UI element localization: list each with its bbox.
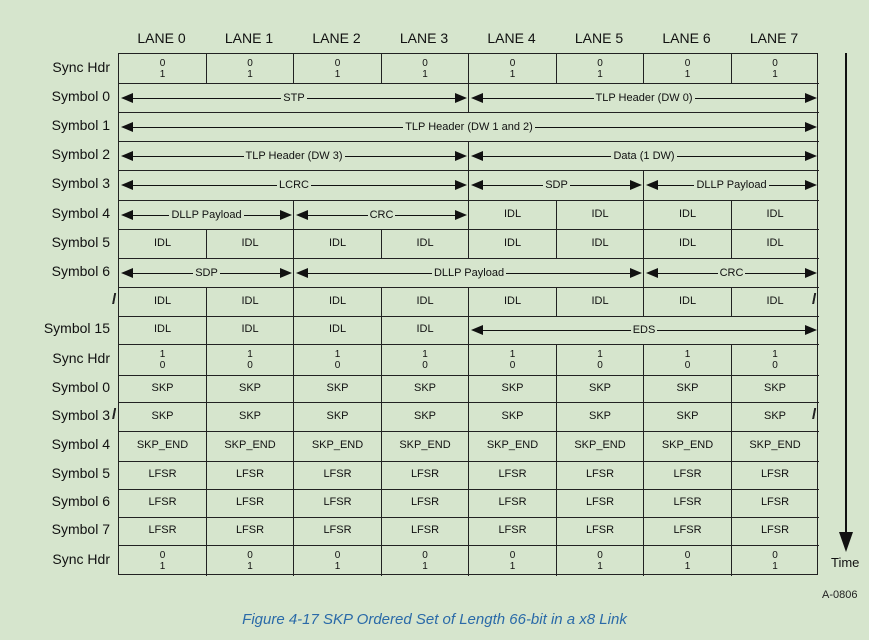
sync-bit-1: 1 — [597, 68, 603, 80]
sync-bit-1: 1 — [422, 560, 428, 572]
sync-bit-0: 0 — [334, 549, 341, 561]
lane-cell: LFSR — [760, 468, 790, 480]
span-label-wrap — [469, 178, 644, 192]
sync-bit-1: 1 — [159, 560, 166, 572]
sync-bit-1: 0 — [334, 359, 341, 371]
row-divider — [119, 287, 819, 288]
row-divider — [119, 83, 819, 84]
lane-header: LANE 3 — [399, 30, 449, 46]
sync-bit-0: 0 — [422, 549, 428, 561]
sync-bits — [382, 349, 469, 371]
sync-bit-1: 1 — [684, 68, 691, 80]
lane-cell: IDL — [241, 323, 259, 335]
lane-cell: IDL — [328, 323, 347, 335]
span-label: TLP Header (DW 3) — [245, 149, 343, 162]
span-label-wrap — [119, 266, 294, 280]
row-divider — [119, 229, 819, 230]
sync-bits — [119, 349, 206, 371]
row-label: Symbol 0 — [51, 378, 110, 395]
lane-cell: SKP — [501, 381, 524, 394]
lane-cell: IDL — [153, 236, 172, 249]
span-label: TLP Header (DW 0) — [595, 91, 693, 104]
lane-cell: IDL — [416, 294, 434, 307]
sync-bits — [207, 58, 294, 80]
sync-bit-1: 0 — [422, 359, 428, 371]
lane-cell: LFSR — [148, 496, 177, 508]
lane-cell: IDL — [678, 236, 697, 249]
span-arrow — [469, 88, 819, 108]
lane-cell: LFSR — [673, 496, 702, 508]
lane-cell: LFSR — [148, 524, 177, 536]
sync-bit-0: 0 — [247, 57, 253, 69]
sync-bit-0: 0 — [159, 57, 166, 69]
lane-cell: LFSR — [585, 496, 615, 508]
lane-cell: LFSR — [410, 468, 440, 480]
sync-bit-0: 1 — [334, 348, 341, 360]
lane-cell: LFSR — [323, 524, 352, 536]
span-arrow — [644, 263, 819, 283]
row-divider — [119, 489, 819, 490]
row-label: Symbol 7 — [51, 521, 110, 537]
lane-cell: IDL — [416, 323, 434, 335]
span-arrow — [469, 175, 644, 195]
sync-bits — [382, 58, 469, 80]
lane-cell: IDL — [678, 207, 697, 220]
lane-cell: LFSR — [323, 468, 352, 480]
lane-cell: IDL — [591, 294, 609, 307]
lane-cell: SKP — [588, 381, 611, 394]
row-label: Symbol 6 — [51, 262, 110, 279]
time-label: Time — [831, 555, 860, 570]
sync-bit-1: 1 — [422, 68, 428, 80]
sync-bit-1: 0 — [509, 359, 516, 371]
span-label: TLP Header (DW 1 and 2) — [405, 120, 533, 133]
span-label: EDS — [632, 324, 656, 336]
sync-bit-0: 1 — [422, 348, 428, 360]
lane-header: LANE 5 — [574, 30, 624, 46]
sync-bits — [644, 58, 731, 80]
span-label-wrap — [644, 266, 819, 280]
sync-bits — [207, 349, 294, 371]
row-divider — [119, 344, 819, 345]
sync-bits — [469, 550, 556, 572]
lane-cell: SKP — [763, 409, 786, 422]
lane-cell: SKP_END — [661, 439, 714, 451]
lane-cell: SKP_END — [486, 439, 539, 451]
lane-cell: IDL — [153, 323, 172, 335]
row-divider — [119, 112, 819, 113]
sync-bits — [382, 550, 469, 572]
lane-cell: SKP — [413, 409, 436, 422]
span-label: DLLP Payload — [696, 179, 767, 191]
lane-cell: SKP_END — [136, 439, 189, 451]
lane-cell: IDL — [591, 236, 609, 249]
lane-cell: IDL — [678, 294, 697, 307]
lane-cell: SKP_END — [574, 439, 626, 451]
span-label: CRC — [369, 208, 394, 221]
span-arrow — [119, 146, 469, 166]
row-label: Symbol 2 — [51, 145, 110, 162]
row-label: Symbol 4 — [51, 436, 110, 452]
lane-cell: SKP — [501, 409, 524, 422]
sync-bit-0: 1 — [684, 348, 691, 360]
span-label: CRC — [719, 266, 744, 279]
sync-bit-1: 0 — [247, 359, 253, 371]
lane-cell: SKP — [326, 409, 349, 422]
lane-cell: SKP — [413, 381, 436, 394]
row-divider — [119, 545, 819, 546]
span-label-wrap — [644, 178, 819, 192]
sync-bits — [732, 550, 819, 572]
lane-cell: SKP — [238, 409, 261, 422]
sync-bit-1: 1 — [772, 560, 778, 572]
sync-bit-0: 0 — [247, 549, 253, 561]
sync-bit-1: 1 — [772, 68, 778, 80]
sync-bit-0: 1 — [509, 348, 516, 360]
lane-cell: LFSR — [760, 524, 790, 536]
span-arrow — [119, 205, 294, 225]
span-arrow — [119, 175, 469, 195]
span-label: Data (1 DW) — [613, 149, 675, 162]
row-label: Sync Hdr — [52, 550, 110, 567]
span-arrow — [294, 263, 644, 283]
lane-cell: IDL — [503, 294, 522, 307]
lane-cell: SKP — [151, 381, 174, 394]
span-arrow — [644, 175, 819, 195]
span-label-wrap — [294, 266, 644, 280]
span-label-wrap — [469, 91, 819, 105]
sync-bits — [644, 349, 731, 371]
sync-bits — [557, 550, 644, 572]
lane-cell: LFSR — [498, 496, 527, 508]
figure-caption: Figure 4-17 SKP Ordered Set of Length 66-bit in a x8 Link — [242, 611, 627, 628]
sync-bit-0: 0 — [772, 57, 778, 69]
sync-bits — [294, 58, 381, 80]
time-axis-line — [845, 53, 847, 533]
sync-bit-0: 0 — [334, 57, 341, 69]
lane-cell: IDL — [766, 207, 784, 220]
sync-bit-1: 0 — [597, 359, 603, 371]
row-divider — [119, 200, 819, 201]
sync-bit-0: 0 — [159, 549, 166, 561]
time-arrow-icon — [839, 532, 853, 552]
lane-cell: LFSR — [410, 524, 440, 536]
lane-cell: LFSR — [235, 496, 265, 508]
row-label: Symbol 6 — [51, 493, 110, 509]
lane-cell: IDL — [241, 236, 259, 249]
span-label: STP — [283, 91, 305, 104]
lane-cell: IDL — [153, 294, 172, 307]
sync-bit-0: 0 — [684, 549, 691, 561]
row-divider — [119, 141, 819, 142]
span-label-wrap — [119, 208, 294, 222]
lane-cell: IDL — [503, 207, 522, 220]
row-label: Symbol 15 — [43, 320, 110, 336]
sync-bits — [644, 550, 731, 572]
sync-bit-0: 0 — [509, 57, 516, 69]
lane-header: LANE 1 — [224, 30, 274, 46]
lane-cell: IDL — [328, 294, 347, 307]
sync-bit-1: 0 — [684, 359, 691, 371]
sync-bits — [119, 550, 206, 572]
row-label: Symbol 5 — [51, 233, 110, 250]
span-label-wrap — [119, 149, 469, 163]
sync-bit-1: 1 — [247, 560, 253, 572]
span-arrow — [294, 205, 469, 225]
row-label: Symbol 1 — [51, 116, 110, 133]
span-label: DLLP Payload — [171, 208, 242, 221]
row-label: Symbol 0 — [51, 87, 110, 104]
sync-bit-0: 0 — [597, 57, 603, 69]
row-divider — [119, 316, 819, 317]
sync-bits — [207, 550, 294, 572]
row-divider — [119, 170, 819, 171]
figure-id: A-0806 — [822, 589, 858, 601]
span-label-wrap — [469, 323, 819, 337]
row-divider — [119, 517, 819, 518]
sync-bit-1: 1 — [247, 68, 253, 80]
lane-cell: SKP — [763, 381, 786, 394]
row-divider — [119, 461, 819, 462]
lane-cell: LFSR — [148, 468, 177, 480]
lane-cell: SKP — [588, 409, 611, 422]
sync-bits — [557, 349, 644, 371]
sync-bit-1: 1 — [509, 68, 516, 80]
sync-bits — [294, 349, 381, 371]
span-label: LCRC — [279, 179, 309, 191]
row-divider — [119, 375, 819, 376]
lane-header: LANE 2 — [312, 30, 361, 46]
sync-bit-0: 0 — [422, 57, 428, 69]
lane-cell: IDL — [328, 236, 347, 249]
lane-cell: SKP_END — [224, 439, 276, 451]
sync-bit-1: 0 — [159, 359, 166, 371]
sync-bit-0: 1 — [772, 348, 778, 360]
lane-cell: LFSR — [498, 468, 527, 480]
lane-cell: LFSR — [235, 524, 265, 536]
lane-cell: LFSR — [410, 496, 440, 508]
span-arrow — [119, 117, 819, 137]
span-label-wrap — [119, 91, 469, 105]
sync-bit-1: 1 — [509, 560, 516, 572]
lane-cell: LFSR — [673, 524, 702, 536]
lane-cell: LFSR — [323, 496, 352, 508]
sync-bit-0: 0 — [684, 57, 691, 69]
sync-bit-1: 1 — [684, 560, 691, 572]
lane-cell: IDL — [766, 294, 784, 307]
lane-cell: IDL — [591, 207, 609, 220]
sync-bits — [557, 58, 644, 80]
row-label: Symbol 5 — [51, 465, 110, 481]
lane-cell: SKP_END — [749, 439, 801, 451]
symbol-grid — [118, 53, 818, 575]
sync-bit-0: 0 — [772, 549, 778, 561]
sync-bit-1: 0 — [772, 359, 778, 371]
lane-cell: IDL — [503, 236, 522, 249]
span-label: SDP — [195, 266, 218, 279]
span-arrow — [119, 88, 469, 108]
sync-bits — [294, 550, 381, 572]
lane-cell: LFSR — [585, 468, 615, 480]
lane-cell: LFSR — [673, 468, 702, 480]
sync-bit-0: 0 — [509, 549, 516, 561]
lane-header: LANE 6 — [662, 30, 711, 46]
lane-cell: LFSR — [585, 524, 615, 536]
lane-cell: SKP — [151, 409, 174, 422]
sync-bits — [119, 58, 206, 80]
sync-bit-0: 1 — [247, 348, 253, 360]
sync-bit-0: 1 — [159, 348, 166, 360]
lane-cell: SKP_END — [399, 439, 451, 451]
span-label-wrap — [294, 208, 469, 222]
row-label: Sync Hdr — [52, 58, 110, 75]
lane-cell: SKP — [676, 409, 699, 422]
sync-bits — [469, 58, 556, 80]
row-label: Sync Hdr — [52, 349, 110, 366]
lane-cell: LFSR — [235, 468, 265, 480]
lane-cell: SKP — [238, 381, 261, 394]
span-label: DLLP Payload — [433, 266, 505, 279]
sync-bit-1: 1 — [597, 560, 603, 572]
span-label-wrap — [119, 178, 469, 192]
span-arrow — [469, 320, 819, 340]
lane-header: LANE 4 — [487, 30, 536, 46]
lane-header: LANE 0 — [137, 30, 186, 46]
row-divider — [119, 431, 819, 432]
span-label-wrap — [119, 120, 819, 134]
lane-cell: IDL — [766, 236, 784, 249]
sync-bits — [732, 349, 819, 371]
sync-bit-1: 1 — [159, 68, 166, 80]
sync-bits — [732, 58, 819, 80]
sync-bits — [469, 349, 556, 371]
sync-bit-1: 1 — [334, 68, 341, 80]
sync-bit-0: 1 — [597, 348, 603, 360]
lane-cell: IDL — [416, 236, 434, 249]
lane-cell: SKP_END — [311, 439, 364, 451]
span-label-wrap — [469, 149, 819, 163]
row-divider — [119, 258, 819, 259]
lane-cell: LFSR — [760, 496, 790, 508]
row-label: Symbol 3 — [51, 175, 110, 191]
lane-cell: SKP — [676, 381, 699, 394]
row-label: Symbol 3 — [51, 406, 110, 423]
sync-bit-0: 0 — [597, 549, 603, 561]
row-label: Symbol 4 — [51, 204, 110, 221]
sync-bit-1: 1 — [334, 560, 341, 572]
row-divider — [119, 402, 819, 403]
lane-cell: SKP — [326, 381, 349, 394]
lane-header: LANE 7 — [749, 30, 799, 46]
span-label: SDP — [545, 179, 568, 191]
lane-cell: IDL — [241, 294, 259, 307]
lane-cell: LFSR — [498, 524, 527, 536]
span-arrow — [119, 263, 294, 283]
span-arrow — [469, 146, 819, 166]
